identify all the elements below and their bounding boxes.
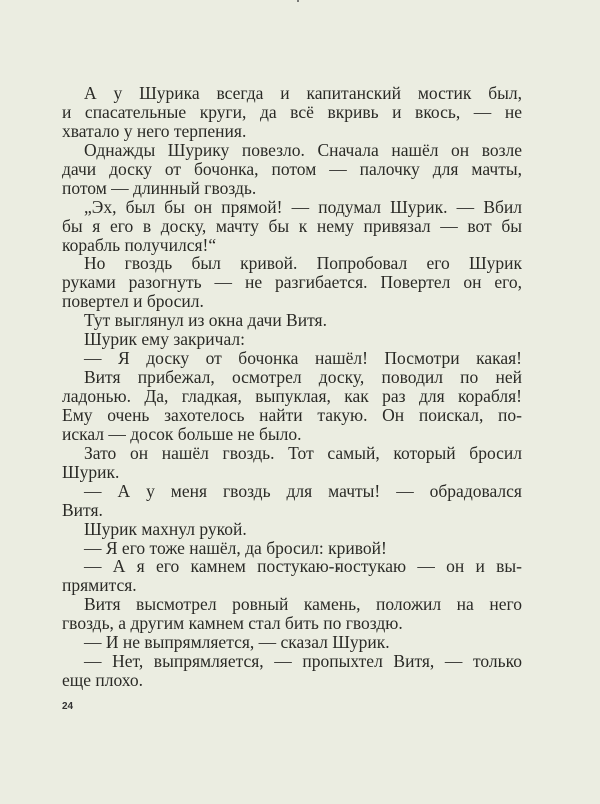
text-line: „Эх, был бы он прямой! — подумал Шурик. — Вбил <box>84 196 522 217</box>
text-line: Шурик ему закричал: <box>84 329 245 350</box>
text-line: Ему очень захотелось найти такую. Он поискал, по- <box>62 404 522 425</box>
text-line: хватало у него терпения. <box>62 120 247 141</box>
text-line: Витя прибежал, осмотрел доску, поводил по ней <box>84 367 522 388</box>
text-line: — Я его тоже нашёл, да бросил: кривой! <box>84 537 387 558</box>
text-line: прямится. <box>62 575 137 596</box>
text-line: — Я доску от бочонка нашёл! Посмотри какая! <box>84 348 522 369</box>
text-line: — А у меня гвоздь для мачты! — обрадовался <box>84 480 522 501</box>
text-line: Однажды Шурику повезло. Сначала нашёл он возле <box>84 139 522 160</box>
page-body-text <box>62 84 522 690</box>
text-line: потом — длинный гвоздь. <box>62 177 257 198</box>
text-line: — И не выпрямляется, — сказал Шурик. <box>84 632 390 653</box>
text-line: еще плохо. <box>62 670 144 691</box>
text-line: Тут выглянул из окна дачи Витя. <box>84 310 327 331</box>
text-line: Витя. <box>62 499 103 520</box>
text-line: искал — досок больше не было. <box>62 423 302 444</box>
text-line: — Нет, выпрямляется, — пропыхтел Витя, — только <box>84 651 522 672</box>
scan-speck <box>297 0 299 2</box>
text-line: Зато он нашёл гвоздь. Тот самый, который бросил <box>84 442 522 463</box>
text-line: Шурик махнул рукой. <box>84 518 247 539</box>
text-line: дачи доску от бочонка, потом — палочку для мачты, <box>62 158 522 179</box>
text-line: Но гвоздь был кривой. Попробовал его Шурик <box>84 253 522 274</box>
text-line: повертел и бросил. <box>62 291 204 312</box>
text-line: Витя высмотрел ровный камень, положил на него <box>84 594 522 615</box>
text-line: Шурик. <box>62 461 120 482</box>
text-line: бы я его в доску, мачту бы к нему привязал — вот бы <box>62 215 522 236</box>
text-line: — А я его камнем постукаю-постукаю — он и вы- <box>84 556 522 577</box>
text-line: корабль получился!“ <box>62 234 217 255</box>
text-line: и спасательные круги, да всё вкривь и вкось, — не <box>62 101 522 122</box>
text-line: ладонью. Да, гладкая, выпуклая, как раз для корабля! <box>62 386 522 406</box>
text-line: руками разогнуть — не разгибается. Повертел он его, <box>62 272 522 293</box>
text-line: А у Шурика всегда и капитанский мостик был, <box>84 83 522 103</box>
text-line: гвоздь, а другим камнем стал бить по гвоздю. <box>62 613 403 634</box>
page-number: 24 <box>62 701 74 712</box>
